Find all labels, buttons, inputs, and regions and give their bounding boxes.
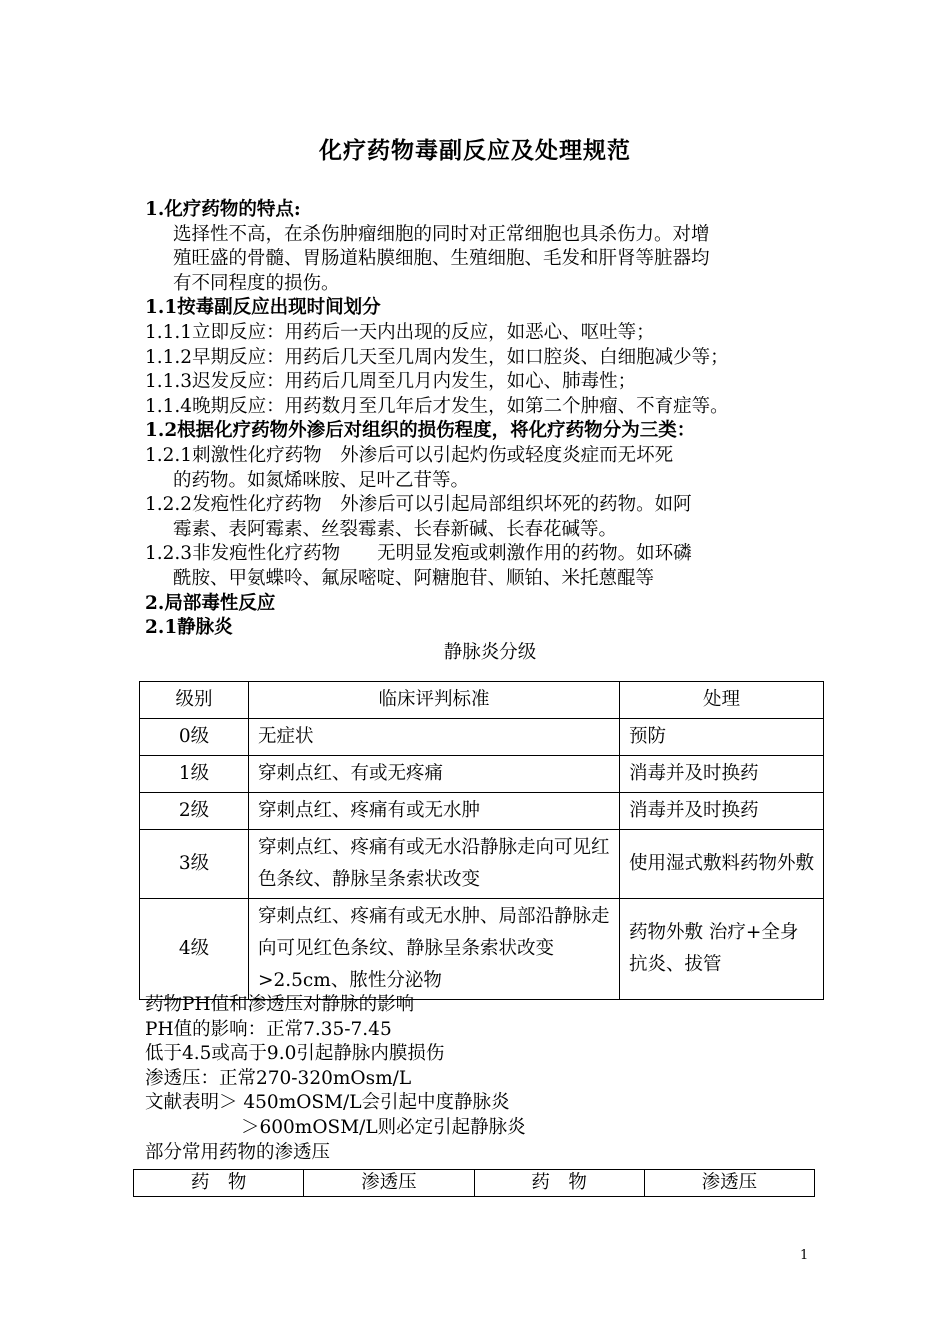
- paragraph-line: ＞600mOSM/L则必定引起静脉炎: [241, 1116, 526, 1138]
- paragraph-line: 低于4.5或高于9.0引起静脉内膜损伤: [145, 1043, 445, 1065]
- list-item-continuation: 的药物。如氮烯咪胺、足叶乙苷等。: [173, 469, 470, 491]
- treatment-cell: 预防: [620, 719, 824, 756]
- table-header-row: [140, 682, 824, 719]
- treatment-cell: 消毒并及时换药: [620, 756, 824, 793]
- list-item-continuation: 酰胺、甲氨蝶呤、氟尿嘧啶、阿糖胞苷、顺铂、米托蒽醌等: [173, 567, 655, 589]
- section-2-1-heading: 2.1静脉炎: [145, 617, 233, 639]
- table-row: [140, 756, 824, 793]
- paragraph-line: 文献表明＞ 450mOSM/L会引起中度静脉炎: [145, 1092, 510, 1114]
- osmotic-pressure-table: [133, 1169, 815, 1197]
- document-title: 化疗药物毒副反应及处理规范: [319, 137, 631, 164]
- grade-cell: 3级: [140, 830, 249, 899]
- criteria-cell: 无症状: [249, 719, 620, 756]
- paragraph-line: 有不同程度的损伤。: [173, 272, 340, 294]
- section-1-heading: 1.化疗药物的特点:: [145, 199, 301, 220]
- paragraph-line: 药物PH值和渗透压对静脉的影响: [145, 994, 415, 1015]
- header-cell: 级别: [140, 682, 249, 719]
- grade-cell: 2级: [140, 793, 249, 830]
- list-item: 1.2.2发疱性化疗药物 外渗后可以引起局部组织坏死的药物。如阿: [145, 494, 692, 516]
- list-item-continuation: 霉素、表阿霉素、丝裂霉素、长春新碱、长春花碱等。: [173, 518, 618, 540]
- paragraph-line: 选择性不高，在杀伤肿瘤细胞的同时对正常细胞也具杀伤力。对增: [173, 223, 710, 245]
- list-item: 1.1.3迟发反应：用药后几周至几月内发生，如心、肺毒性；: [145, 371, 637, 393]
- page-number: 1: [800, 1248, 809, 1263]
- grade-cell: 0级: [140, 719, 249, 756]
- header-cell: 药 物: [474, 1170, 644, 1197]
- header-cell: 药 物: [134, 1170, 304, 1197]
- phlebitis-grade-table: [139, 681, 824, 1000]
- list-item: 1.1.2早期反应：用药后几天至几周内发生，如口腔炎、白细胞减少等；: [145, 346, 729, 368]
- table-row: [140, 719, 824, 756]
- header-cell: 渗透压: [644, 1170, 814, 1197]
- section-1-1-heading: 1.1按毒副反应出现时间划分: [145, 297, 381, 319]
- criteria-cell: 穿刺点红、疼痛有或无水沿静脉走向可见红色条纹、静脉呈条索状改变: [249, 830, 620, 899]
- list-item: 1.2.1刺激性化疗药物 外渗后可以引起灼伤或轻度炎症而无坏死: [145, 444, 674, 466]
- header-cell: 处理: [620, 682, 824, 719]
- table-row: [140, 899, 824, 1000]
- treatment-cell: 药物外敷 治疗+全身抗炎、拔管: [620, 899, 824, 1000]
- table-header-row: [134, 1170, 815, 1197]
- table-caption: 静脉炎分级: [443, 641, 537, 663]
- paragraph-line: PH值的影响：正常7.35-7.45: [145, 1018, 392, 1040]
- treatment-cell: 使用湿式敷料药物外敷: [620, 830, 824, 899]
- list-item: 1.2.3非发疱性化疗药物 无明显发疱或刺激作用的药物。如环磷: [145, 543, 692, 565]
- paragraph-line: 殖旺盛的骨髓、胃肠道粘膜细胞、生殖细胞、毛发和肝肾等脏器均: [173, 248, 710, 270]
- list-item: 1.1.4晚期反应：用药数月至几年后才发生，如第二个肿瘤、不育症等。: [145, 395, 729, 417]
- criteria-cell: 穿刺点红、有或无疼痛: [249, 756, 620, 793]
- section-2-heading: 2.局部毒性反应: [145, 592, 276, 614]
- criteria-cell: 穿刺点红、疼痛有或无水肿、局部沿静脉走向可见红色条纹、静脉呈条索状改变>2.5cm、脓性分泌物: [249, 899, 620, 1000]
- list-item: 1.1.1立即反应：用药后一天内出现的反应，如恶心、呕吐等；: [145, 321, 655, 343]
- treatment-cell: 消毒并及时换药: [620, 793, 824, 830]
- paragraph-line: 部分常用药物的渗透压: [145, 1141, 331, 1163]
- ph-osmotic-section: [145, 993, 526, 1165]
- paragraph-line: 渗透压：正常270-320mOsm/L: [145, 1067, 412, 1089]
- table-row: [140, 830, 824, 899]
- criteria-cell: 穿刺点红、疼痛有或无水肿: [249, 793, 620, 830]
- header-cell: 临床评判标准: [249, 682, 620, 719]
- grade-cell: 4级: [140, 899, 249, 1000]
- section-1-2-heading: 1.2根据化疗药物外渗后对组织的损伤程度，将化疗药物分为三类：: [145, 420, 696, 442]
- table-row: [140, 793, 824, 830]
- header-cell: 渗透压: [304, 1170, 474, 1197]
- grade-cell: 1级: [140, 756, 249, 793]
- document-body: [145, 198, 835, 665]
